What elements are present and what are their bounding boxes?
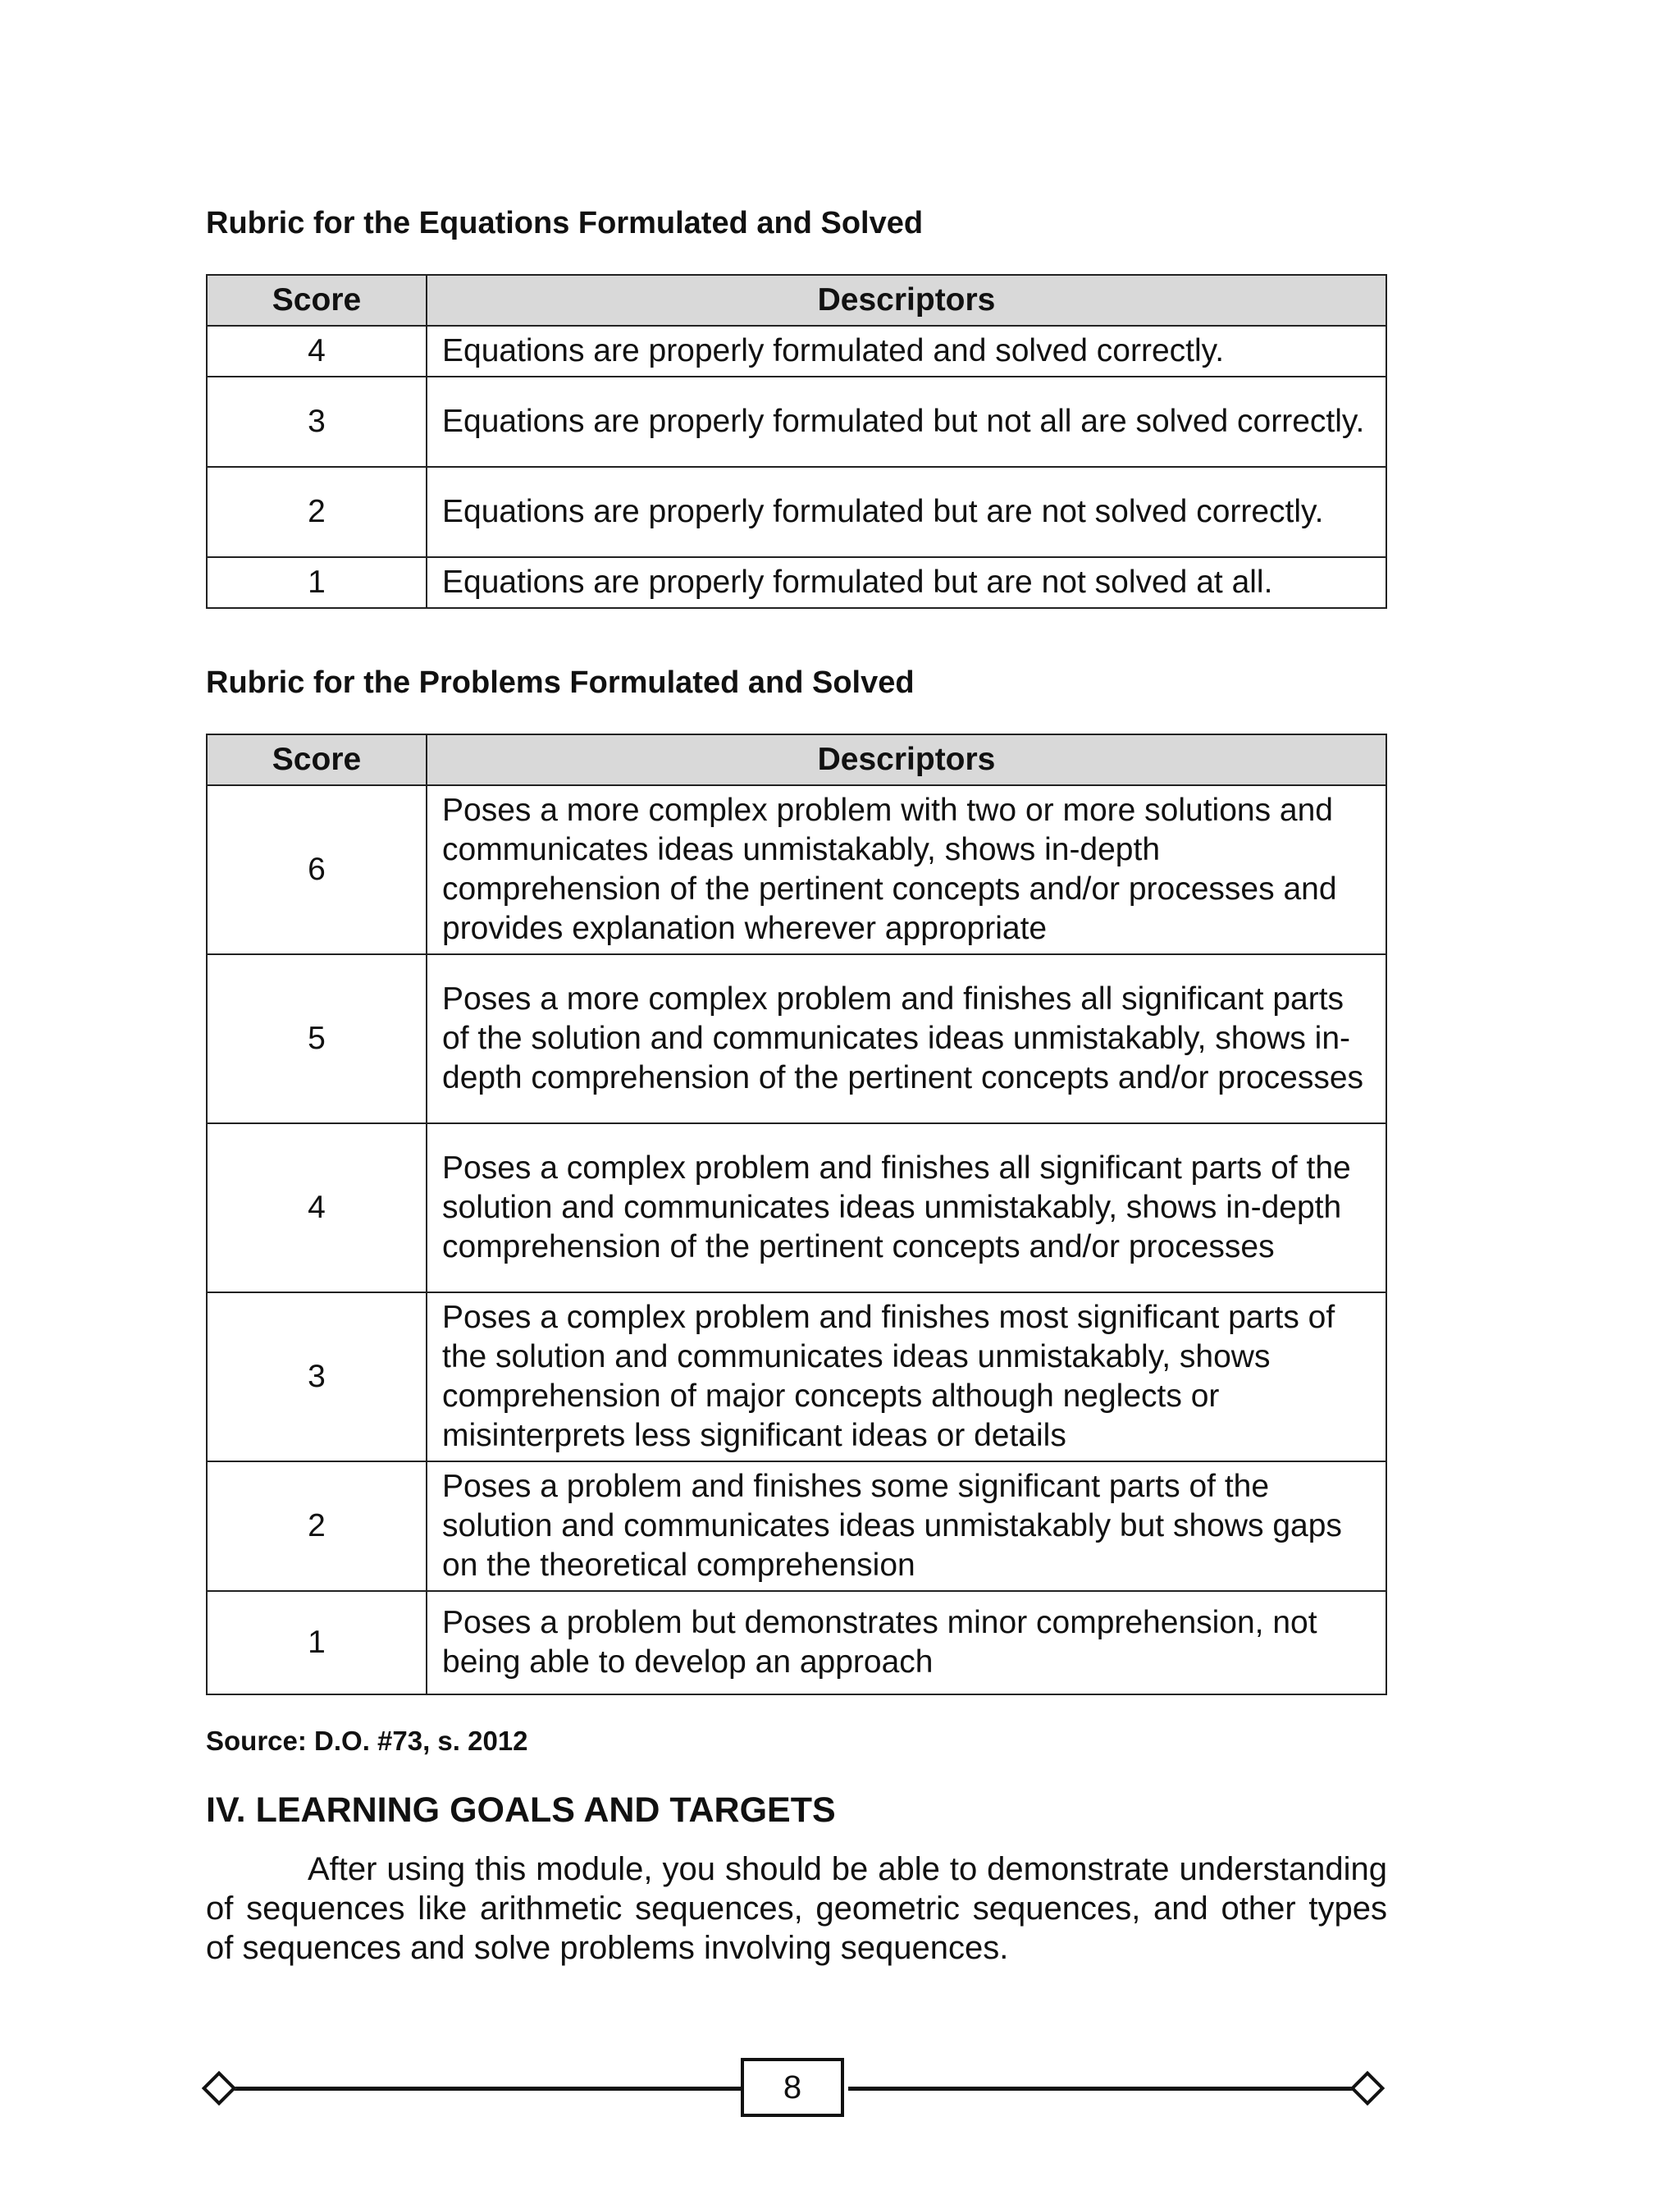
- table-row: [207, 467, 1386, 557]
- section-title: IV. LEARNING GOALS AND TARGETS: [206, 1790, 836, 1830]
- table-header-row: [207, 734, 1386, 785]
- table-row: [207, 954, 1386, 1123]
- descriptor-cell: Poses a more complex problem and finishes all significant parts of the solution and communicates ideas unmistakably, shows in-depth comprehension of the pertinent concepts and/or processes: [427, 954, 1386, 1123]
- rubric-problems-table: [206, 734, 1387, 1695]
- descriptor-cell: Equations are properly formulated and solved correctly.: [427, 326, 1386, 377]
- table-header-row: [207, 275, 1386, 326]
- score-cell: 6: [207, 785, 427, 954]
- footer-rule-left: [218, 2087, 742, 2091]
- descriptor-cell: Equations are properly formulated but are not solved correctly.: [427, 467, 1386, 557]
- score-cell: 2: [207, 1461, 427, 1591]
- descriptor-cell: Poses a complex problem and finishes most significant parts of the solution and communicates ideas unmistakably, shows comprehension of major concepts although neglects or misinterprets less significant ideas or details: [427, 1292, 1386, 1461]
- page-number: 8: [741, 2058, 844, 2117]
- diamond-ornament-right: [1350, 2071, 1385, 2105]
- score-cell: 1: [207, 557, 427, 608]
- table-row: [207, 377, 1386, 467]
- rubric-equations-table: [206, 274, 1387, 609]
- table-row: [207, 1461, 1386, 1591]
- score-cell: 4: [207, 1123, 427, 1292]
- score-cell: 4: [207, 326, 427, 377]
- score-cell: 5: [207, 954, 427, 1123]
- score-cell: 3: [207, 377, 427, 467]
- table-row: [207, 557, 1386, 608]
- descriptors-header: Descriptors: [427, 275, 1386, 326]
- source-citation: Source: D.O. #73, s. 2012: [206, 1726, 528, 1756]
- rubric-problems-title: Rubric for the Problems Formulated and Solved: [206, 665, 915, 700]
- score-cell: 3: [207, 1292, 427, 1461]
- score-cell: 2: [207, 467, 427, 557]
- footer-rule-right: [848, 2087, 1367, 2091]
- table-row: [207, 1123, 1386, 1292]
- table-row: [207, 326, 1386, 377]
- score-header: Score: [207, 275, 427, 326]
- descriptor-cell: Equations are properly formulated but are not solved at all.: [427, 557, 1386, 608]
- descriptor-cell: Equations are properly formulated but not all are solved correctly.: [427, 377, 1386, 467]
- descriptor-cell: Poses a more complex problem with two or more solutions and communicates ideas unmistakably, shows in-depth comprehension of the pertinent concepts and/or processes and provides explanation wherever appropriate: [427, 785, 1386, 954]
- descriptor-cell: Poses a problem and finishes some significant parts of the solution and communicates ideas unmistakably but shows gaps on the theoretical comprehension: [427, 1461, 1386, 1591]
- section-paragraph: After using this module, you should be able to demonstrate understanding of sequences like arithmetic sequences, geometric sequences, and other types of sequences and solve problems involving sequences.: [206, 1851, 1387, 1966]
- descriptor-cell: Poses a complex problem and finishes all significant parts of the solution and communicates ideas unmistakably, shows in-depth comprehension of the pertinent concepts and/or processes: [427, 1123, 1386, 1292]
- table-row: [207, 1292, 1386, 1461]
- diamond-ornament-left: [202, 2071, 236, 2105]
- score-header: Score: [207, 734, 427, 785]
- score-cell: 1: [207, 1591, 427, 1694]
- rubric-equations-title: Rubric for the Equations Formulated and Solved: [206, 206, 924, 240]
- descriptor-cell: Poses a problem but demonstrates minor comprehension, not being able to develop an approach: [427, 1591, 1386, 1694]
- descriptors-header: Descriptors: [427, 734, 1386, 785]
- table-row: [207, 1591, 1386, 1694]
- table-row: [207, 785, 1386, 954]
